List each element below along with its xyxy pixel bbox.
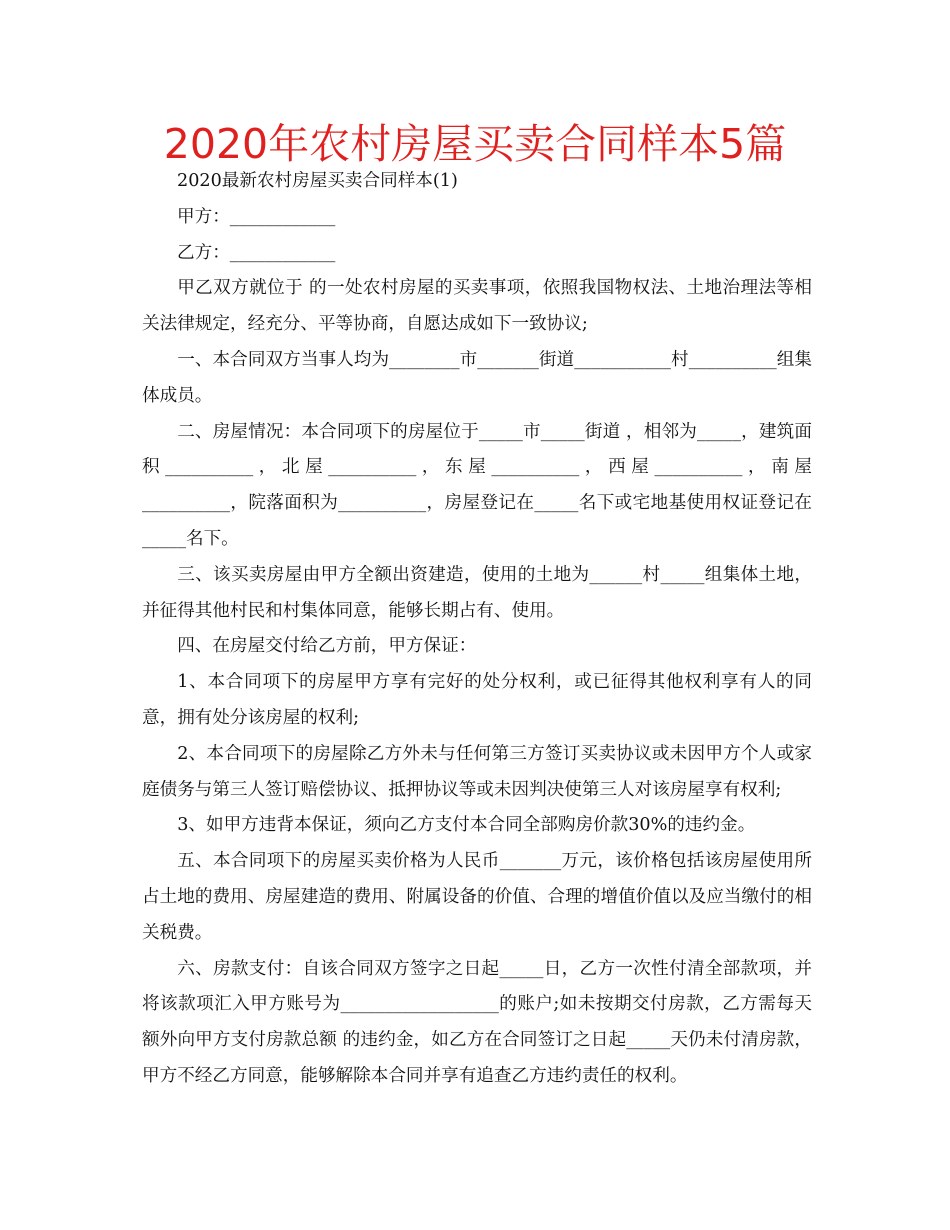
paragraph-clause-6: 六、房款支付：自该合同双方签字之日起_____日，乙方一次性付清全部款项，并将该款项汇入甲方账号为__________________的账户;如未按期交付房款，乙方需每天额外向甲方支付房款总额 的违约金，如乙方在合同签订之日起_____天仍未付清房款，甲方不经乙方同意，能够解除本合同并享有追查乙方违约责任的权利。 [142, 958, 812, 1086]
document-title: 2020年农村房屋买卖合同样本5篇 [163, 120, 787, 168]
paragraph-intro: 甲乙双方就位于 的一处农村房屋的买卖事项，依照我国物权法、土地治理法等相关法律规定，经充分、平等协商，自愿达成如下一致协议; [142, 278, 812, 335]
paragraph-guarantee-3: 3、如甲方违背本保证，须向乙方支付本合同全部购房价款30%的违约金。 [177, 815, 756, 836]
paragraph-clause-2: 二、房屋情况：本合同项下的房屋位于_____市_____街道 ，相邻为_____，建筑面积__________，北屋__________，东屋__________，西屋__________，南屋__________，院落面积为__________，房屋登记在_____名下或宅地基使用权证登记在_____名下。 [142, 421, 812, 549]
paragraph-clause-4: 四、在房屋交付给乙方前，甲方保证： [177, 636, 477, 657]
party-a-line: 甲方：____________ [177, 206, 336, 227]
document-subtitle: 2020最新农村房屋买卖合同样本(1) [177, 171, 458, 191]
paragraph-guarantee-2: 2、本合同项下的房屋除乙方外未与任何第三方签订买卖协议或未因甲方个人或家庭债务与第三人签订赔偿协议、抵押协议等或未因判决使第三人对该房屋享有权利; [142, 743, 812, 800]
document-body [142, 164, 812, 1095]
party-b-line: 乙方：____________ [177, 242, 336, 263]
paragraph-clause-5: 五、本合同项下的房屋买卖价格为人民币_______万元，该价格包括该房屋使用所占土地的费用、房屋建造的费用、附属设备的价值、合理的增值价值以及应当缴付的相关税费。 [142, 851, 812, 943]
paragraph-guarantee-1: 1、本合同项下的房屋甲方享有完好的处分权利，或已征得其他权利享有人的同意，拥有处分该房屋的权利; [142, 672, 812, 728]
paragraph-clause-1: 一、本合同双方当事人均为________市_______街道___________村__________组集体成员。 [142, 349, 812, 406]
paragraph-clause-3: 三、该买卖房屋由甲方全额出资建造，使用的土地为______村_____组集体土地，并征得其他村民和村集体同意，能够长期占有、使用。 [142, 564, 812, 621]
